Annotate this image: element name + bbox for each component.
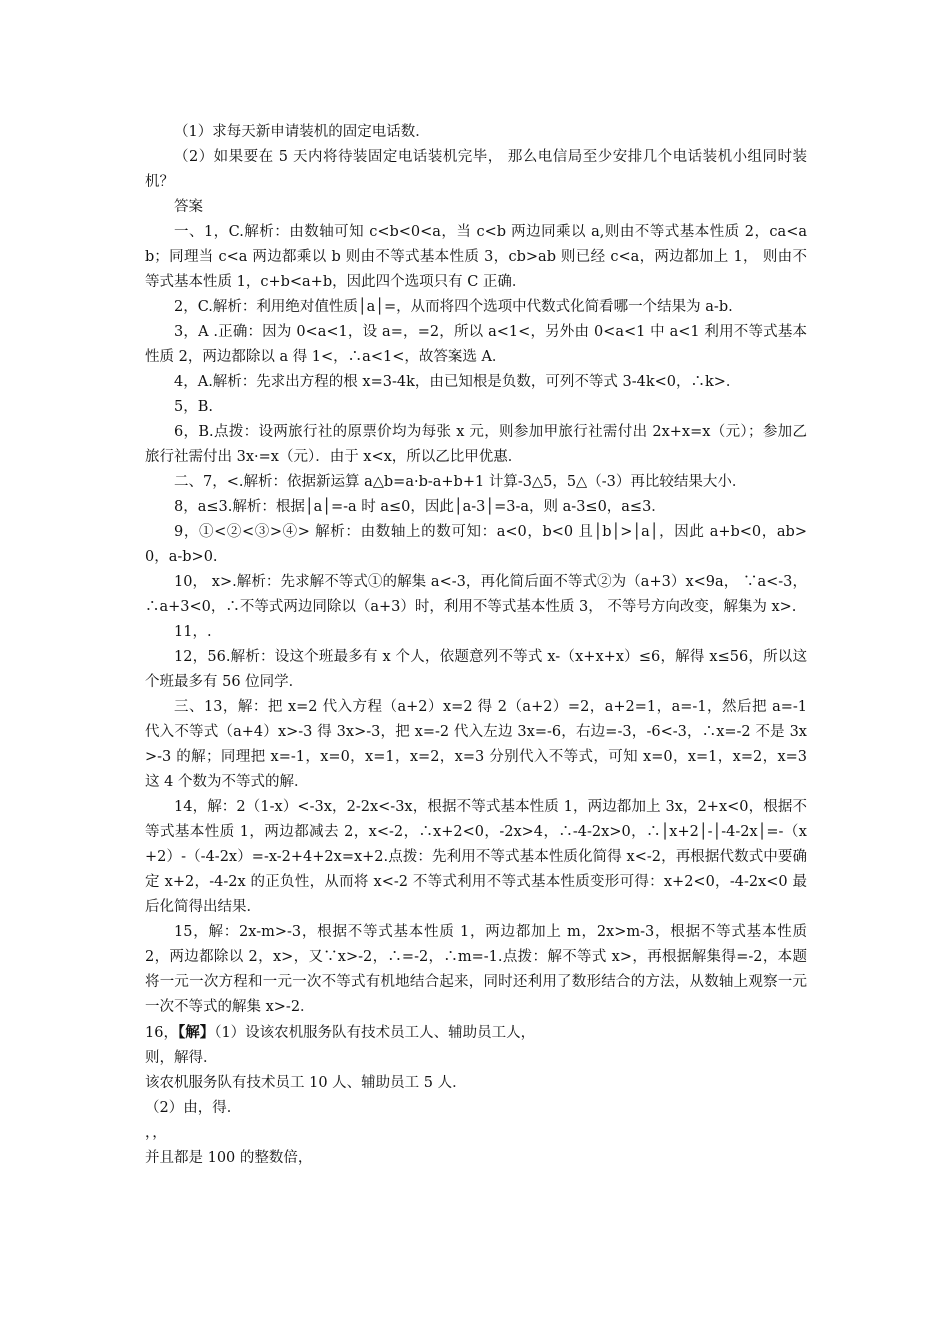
answer-5: 5，B.	[174, 399, 213, 415]
paragraph: （1）求每天新申请装机的固定电话数．	[174, 124, 430, 140]
answer-4: 4，A.解析：先求出方程的根 x=3-4k，由已知根是负数，可列不等式 3-4k<0，∴k>．	[174, 374, 741, 390]
answer-7: 二、7，<.解析：依据新运算 a△b=a·b-a+b+1 计算-3△5，5△（-3）再比较结果大小．	[174, 474, 747, 490]
answer-13: 三、13，解：把 x=2 代入方程（a+2）x=2 得 2（a+2）=2，a+2=1，a=-1，然后把 a=-1 代入不等式（a+4）x>-3 得 3x>-3，把 x=-2 代入左边 3x=-6，右边=-3，-6<-3，∴x=-2 不是 3x>-3 的解；同理把 x=-1，x=0，x=1，x=2，x=3 分别代入不等式，可知 x=0，x=1，x=2，x=3 这 4 个数为不等式的解．	[145, 699, 808, 790]
answer-16-line: ，，	[145, 1125, 167, 1141]
paragraph: （2）如果要在 5 天内将待装固定电话装机完毕， 那么电信局至少安排几个电话装机小组同时装机？	[145, 149, 807, 190]
answer-heading: 答案	[174, 199, 203, 215]
answer-16-text: （1）设该农机服务队有技术员工人、辅助员工人，	[214, 1025, 536, 1041]
answer-15: 15，解：2x-m>-3，根据不等式基本性质 1，两边都加上 m，2x>m-3，根据不等式基本性质 2，两边都除以 2，x>，又∵x>-2，∴=-2，∴m=-1.点拨：解不等式 x>，再根据解集得=-2，本题将一元一次方程和一元一次不等式有机地结合起来，同时还利用了数形结合的方法，从数轴上观察一元一次不等式的解集 x>-2．	[145, 924, 807, 1015]
answer-16-line: 并且都是 100 的整数倍，	[145, 1150, 313, 1166]
answer-12: 12，56.解析：设这个班最多有 x 个人，依题意列不等式 x-（x+x+x）≤6，解得 x≤56，所以这个班最多有 56 位同学．	[145, 649, 807, 690]
answer-8: 8，a≤3.解析：根据│a│=-a 时 a≤0，因此│a-3│=3-a，则 a-3≤0，a≤3．	[174, 499, 666, 515]
answer-14: 14，解：2（1-x）<-3x，2-2x<-3x，根据不等式基本性质 1，两边都加上 3x，2+x<0，根据不等式基本性质 1，两边都减去 2，x<-2，∴x+2<0，-2x>4，∴-4-2x>0，∴│x+2│-│-4-2x│=-（x+2）-（-4-2x）=-x-2+4+2x=x+2.点拨：先利用不等式基本性质化简得 x<-2，再根据代数式中要确定 x+2，-4-2x 的正负性，从而将 x<-2 不等式利用不等式基本性质变形可得：x+2<0，-4-2x<0 最后化简得出结果．	[145, 799, 807, 915]
answer-11: 11，.	[174, 624, 212, 640]
answer-9: 9，①<②<③>④> 解析：由数轴上的数可知：a<0，b<0 且│b│>│a│，因此 a+b<0，ab>0，a-b>0.	[145, 524, 807, 565]
answer-2: 2，C.解析：利用绝对值性质│a│=，从而将四个选项中代数式化简看哪一个结果为 a-b.	[174, 299, 733, 315]
answer-16-line: 该农机服务队有技术员工 10 人、辅助员工 5 人．	[145, 1075, 467, 1091]
answer-16	[145, 1020, 807, 1046]
answer-16-prefix: 16，	[145, 1025, 178, 1041]
answer-10: 10， x>.解析：先求解不等式①的解集 a<-3，再化简后面不等式②为（a+3）x<9a， ∵a<-3，∴a+3<0，∴不等式两边同除以（a+3）时，利用不等式基本性质 3， 不等号方向改变，解集为 x>.	[145, 574, 807, 615]
answer-16-line: （2）由，得．	[145, 1100, 242, 1116]
document-page	[145, 120, 807, 1171]
answer-16-line: 则，解得．	[145, 1050, 218, 1066]
answer-6: 6，B.点拨：设两旅行社的原票价均为每张 x 元，则参加甲旅行社需付出 2x+x=x（元）；参加乙旅行社需付出 3x·=x（元）．由于 x<x，所以乙比甲优惠．	[145, 424, 807, 465]
answer-1: 一、1，C.解析：由数轴可知 c<b<0<a，当 c<b 两边同乘以 a,则由不等式基本性质 2，ca<ab；同理当 c<a 两边都乘以 b 则由不等式基本性质 3，cb>ab 则已经 c<a，两边都加上 1， 则由不等式基本性质 1，c+b<a+b，因此四个选项只有 C 正确．	[145, 224, 807, 290]
answer-16-label: 【解】	[177, 1024, 215, 1041]
answer-3: 3，A .正确：因为 0<a<1，设 a=，=2，所以 a<1<，另外由 0<a<1 中 a<1 利用不等式基本性质 2，两边都除以 a 得 1<，∴a<1<，故答案选 A．	[145, 324, 807, 365]
